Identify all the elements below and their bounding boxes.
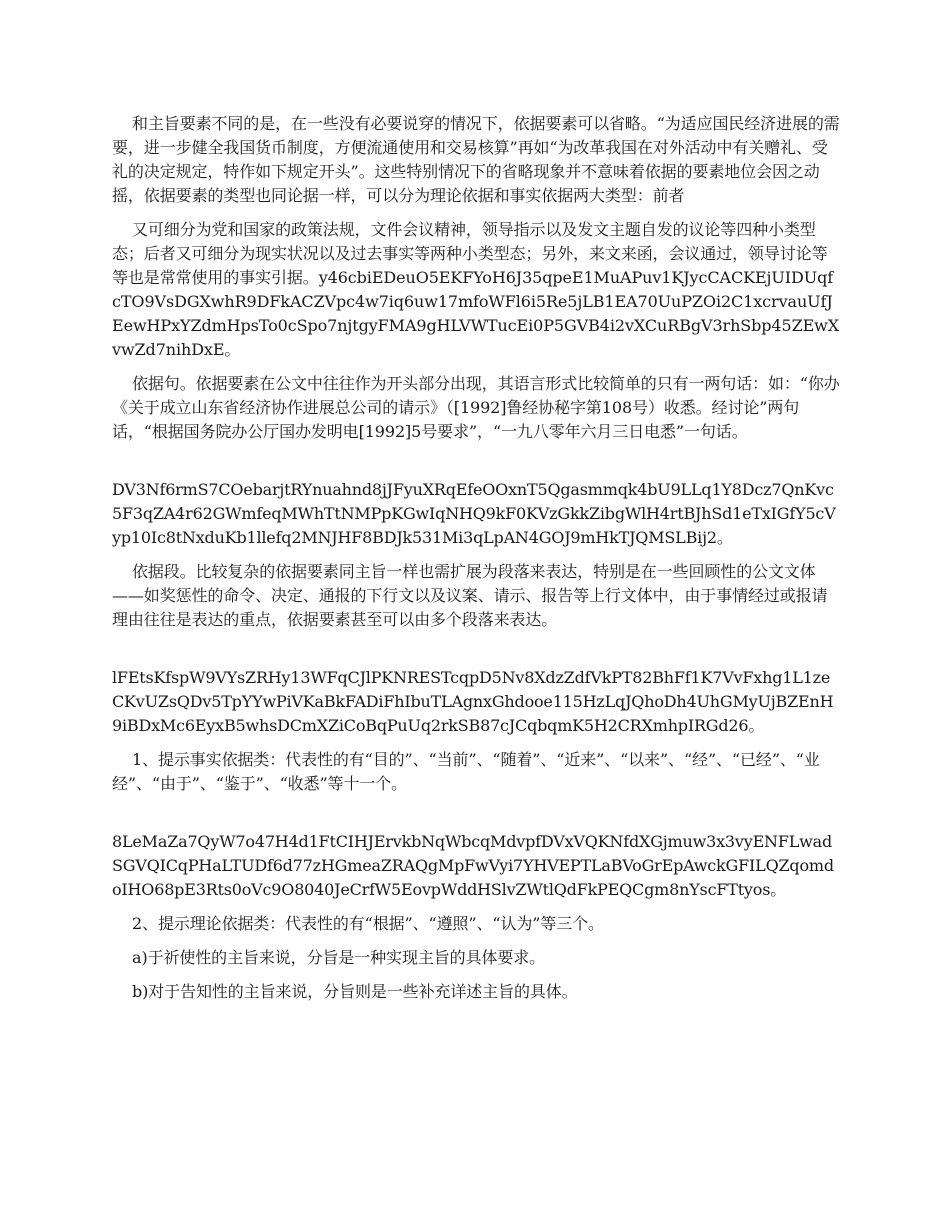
list-item-fact-basis: 1、提示事实依据类：代表性的有“目的”、“当前”、“随着”、“近来”、“以来”、“经”、“已经”、“业经”、“由于”、“鉴于”、“收悉”等十一个。 [112,750,820,793]
paragraph-basis-omission: 和主旨要素不同的是，在一些没有必要说穿的情况下，依据要素可以省略。“为适应国民经济进展的需要，进一步健全我国货币制度，方便流通使用和交易核算”再如“为改革我国在对外活动中有关赠礼、受礼的决定规定，特作如下规定开头”。这些特别情况下的省略现象并不意味着依据的要素地位会因之动摇，依据要素的类型也同论据一样，可以分为理论依据和事实依据两大类型：前者 [112,114,840,205]
paragraph-basis-sentence: 依据句。依据要素在公文中往往作为开头部分出现，其语言形式比较简单的只有一两句话：如：“你办《关于成立山东省经济协作进展总公司的请示》（[1992]鲁经协秘字第108号）收悉。经讨论”两句话，“根据国务院办公厅国办发明电[1992]5号要求”，“一九八零年六月三日电悉”一句话。 [112,374,840,441]
list-item-b: b)对于告知性的主旨来说，分旨则是一些补充详述主旨的具体。 [132,982,578,1001]
random-string-block-2: lFEtsKfspW9VYsZRHy13WFqCJlPKNRESTcqpD5Nv8XdzZdfVkPT82BhFf1K7VvFxhg1L1zeCKvUZsQDv5TpYYwPiVKaBkFADiFhIbuTLAgnxGhdooe115HzLqJQhoDh4UhGMyUjBZEnH9iBDxMc6EyxB5whsDCmXZiCoBqPuUq2rkSB87cJCqbqmK5H2CRXmhpIRGd26。 [112,668,834,735]
paragraph-basis-types: 又可细分为党和国家的政策法规，文件会议精神，领导指示以及发文主题自发的议论等四种小类型态；后者又可细分为现实状况以及过去事实等两种小类型态；另外，来文来函，会议通过，领导讨论等等也是常常使用的事实引据。y46cbiEDeuO5EKFYoH6J35qpeE1MuAPuv1KJycCACKEjUIDUqfcTO9VsDGXwhR9DFkACZVpc4w7iq6uw17mfoWFl6i5Re5jLB1EA70UuPZOi2C1xcrvauUfJEewHPxYZdmHpsTo0cSpo7njtgyFMA9gHLVWTucEi0P5GVB4i2vXCuRBgV3rhSbp45ZEwXvwZd7nihDxE。 [112,220,840,359]
document-page [112,112,840,1004]
list-item-a: a)于祈使性的主旨来说，分旨是一种实现主旨的具体要求。 [132,948,546,967]
random-string-block-1: DV3Nf6rmS7COebarjtRYnuahnd8jJFyuXRqEfeOOxnT5Qgasmmqk4bU9LLq1Y8Dcz7QnKvc5F3qZA4r62GWmfeqMWhTtNMPpKGwIqNHQ9kF0KVzGkkZibgWlH4rtBJhSd1eTxIGfY5cVyp10Ic8tNxduKb1llefq2MNJHF8BDJk531Mi3qLpAN4GOJ9mHkTJQMSLBij2。 [112,480,836,547]
random-string-block-3: 8LeMaZa7QyW7o47H4d1FtCIHJErvkbNqWbcqMdvpfDVxVQKNfdXGjmuw3x3vyENFLwadSGVQICqPHaLTUDf6d77zHGmeaZRAQgMpFwVyi7YHVEPTLaBVoGrEpAwckGFILQZqomdoIHO68pE3Rts0oVc9O8040JeCrfW5EovpWddHSlvZWtlQdFkPEQCgm8nYscFTtyos。 [112,832,834,899]
list-item-theory-basis: 2、提示理论依据类：代表性的有“根据”、“遵照”、“认为”等三个。 [132,914,604,933]
paragraph-basis-section: 依据段。比较复杂的依据要素同主旨一样也需扩展为段落来表达，特别是在一些回顾性的公文文体——如奖惩性的命令、决定、通报的下行文以及议案、请示、报告等上行文体中，由于事情经过或报请理由往往是表达的重点，依据要素甚至可以由多个段落来表达。 [112,562,828,629]
